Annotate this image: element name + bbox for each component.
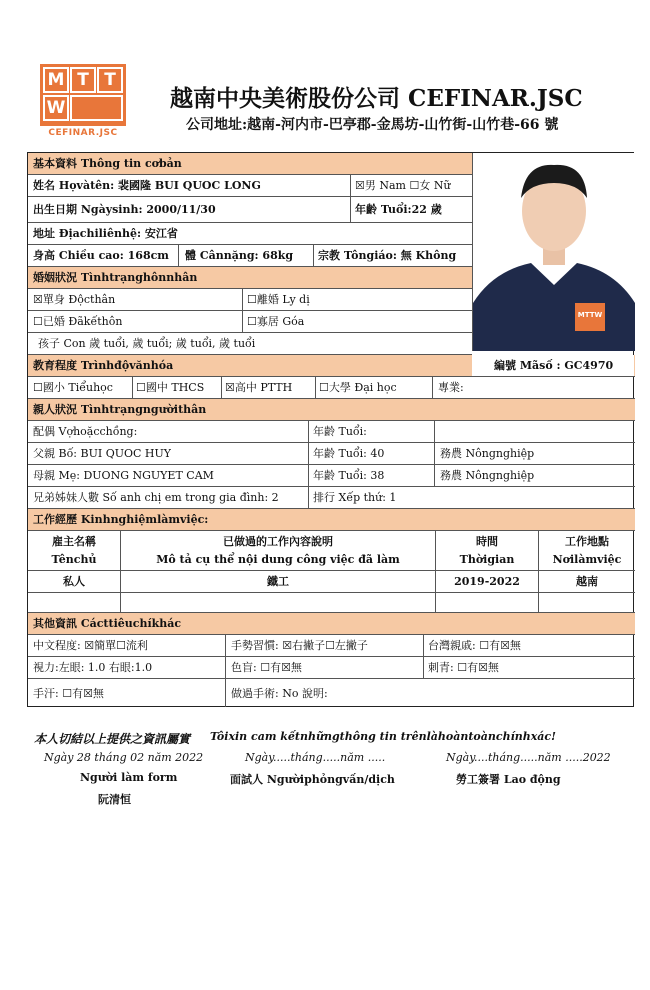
logo-name: CEFINAR.JSC [48,128,118,138]
mother-age: 年齡 Tuổi: 38 [313,469,385,482]
section-other [28,613,635,635]
religion-field: 宗教 Tôngiáo: 無 Không [318,249,457,262]
age-field: 年齡 Tuổi:22 歲 [355,203,442,216]
hand-habit: 手勢習慣: ☒右撇子☐左撇子 [231,639,368,652]
university-option: ☐大學 Đại học [319,381,397,394]
address-row [28,223,472,245]
applicant-photo [472,153,635,351]
work-desc: 鐵工 [267,575,289,588]
chinese-level: 中文程度: ☒簡單☐流利 [33,639,148,652]
middle-option: ☐國中 THCS [136,381,205,394]
vision-field: 視力:左眼: 1.0 右眼:1.0 [33,661,153,674]
work-time: 2019-2022 [454,575,520,588]
father-job: 務農 Nôngnghiệp [440,447,535,460]
logo-letter: T [70,67,96,93]
children-row [28,333,472,355]
other-row-3 [28,679,635,707]
pledge-vi: Tôixin cam kếtnhữngthông tin trênlàhoàntoànchínhxác! [210,730,556,743]
marital-row-1 [28,289,472,311]
section-education [28,355,635,377]
father-row [28,443,635,465]
date-interviewer: Ngày.....tháng.....năm ..... [245,751,386,764]
role-interviewer: 面試人 Ngườiphỏngvấn/dịch [230,773,395,786]
tattoo-field: 刺青: ☐有☒無 [428,661,499,674]
education-row [28,377,635,399]
work-place: 越南 [576,575,598,588]
colorblind-field: 色盲: ☐有☒無 [231,661,302,674]
widowed-option: ☐寡居 Góa [247,315,305,328]
section-title: 教育程度 Trìnhđộvănhóa [33,359,174,372]
siblings-row [28,487,635,509]
other-row-1 [28,635,635,657]
single-option: ☒單身 Độcthân [33,293,116,306]
section-basic [28,153,472,175]
weight-field: 體 Cânnặng: 68kg [185,249,294,262]
col-place-zh: 工作地點 [565,535,609,548]
col-desc-zh: 已做過的工作內容說明 [223,535,333,548]
logo-letter: T [97,67,123,93]
work-header-row [28,531,635,571]
spouse-age: 年齡 Tuổi: [313,425,367,438]
marital-row-2 [28,311,472,333]
company-name: 越南中央美術股份公司 CEFINAR.JSC [170,85,583,112]
date-worker: Ngày....tháng.....năm .....2022 [446,751,611,764]
high-option: ☒高中 PTTH [225,381,293,394]
section-title: 親人狀況 Tìnhtrạngngườithân [33,403,207,416]
siblings-field: 兄弟姊妹人數 Số anh chị em trong gia đình: 2 [33,491,279,504]
rank-field: 排行 Xếp thứ: 1 [313,491,397,504]
sweat-field: 手汗: ☐有☒無 [33,687,104,700]
spouse-row [28,421,635,443]
divorced-option: ☐離婚 Ly dị [247,293,310,306]
dob-field: 出生日期 Ngàysinh: 2000/11/30 [33,203,216,216]
section-marital [28,267,472,289]
pledge-zh: 本人切結以上提供之資訊屬實 [34,732,191,746]
address-field: 地址 Địachiliênhệ: 安江省 [33,227,178,240]
body-row [28,245,472,267]
other-row-2 [28,657,635,679]
company-address: 公司地址:越南-河内市-巴亭郡-金馬坊-山竹街-山竹巷-66 號 [186,117,559,133]
role-form: Người làm form [80,771,178,784]
taiwan-relatives: 台灣親戚: ☐有☒無 [428,639,521,652]
mother-job: 務農 Nôngnghiệp [440,469,535,482]
section-title: 工作經歷 Kinhnghiệmlàmviệc: [33,513,209,526]
section-work [28,509,635,531]
shirt-logo: MTTW [577,311,603,319]
surgery-field: 做過手術: No 說明: [231,687,328,700]
father-field: 父親 Bố: BUI QUOC HUY [33,447,172,460]
name-row [28,175,472,197]
dob-row [28,197,472,223]
section-family [28,399,635,421]
section-title: 婚姻狀況 Tìnhtrạnghônnhân [33,271,198,284]
children-field: 孩子 Con 歲 tuổi, 歲 tuổi; 歲 tuổi, 歲 tuổi [38,337,256,350]
col-employer-zh: 雇主名稱 [52,535,96,548]
spouse-field: 配偶 Vợhoặcchồng: [33,425,138,438]
table-row [28,571,635,593]
col-time-vi: Thờigian [459,553,515,566]
name-field: 姓名 Họvàtên: 裴國隆 BUI QUOC LONG [33,179,261,192]
mother-row [28,465,635,487]
section-title: 其他資訊 Cácttiêuchíkhác [33,617,182,630]
company-logo [40,64,126,126]
application-form [27,152,634,707]
work-employer: 私人 [63,575,85,588]
height-field: 身高 Chiều cao: 168cm [33,249,169,262]
form-signer: 阮清恒 [98,793,131,806]
logo-letter: W [43,95,69,121]
col-desc-vi: Mô tả cụ thể nội dung công việc đã làm [156,553,400,566]
col-employer-vi: Tênchủ [51,553,97,566]
major-field: 專業: [438,381,464,394]
col-place-vi: Nơilàmviệc [552,553,622,566]
primary-option: ☐國小 Tiểuhọc [33,381,113,394]
logo-letter: M [43,67,69,93]
father-age: 年齡 Tuổi: 40 [313,447,385,460]
section-title: 基本資料 Thông tin cơbản [33,157,182,170]
code-field: 編號 Mãsố : GC4970 [494,359,614,372]
col-time-zh: 時間 [476,535,498,548]
mother-field: 母親 Mẹ: DUONG NGUYET CAM [33,469,214,482]
role-worker: 勞工簽署 Lao động [456,773,561,786]
married-option: ☐已婚 Đãkếthôn [33,315,123,328]
gender-field: ☒男 Nam ☐女 Nữ [355,179,451,192]
table-row [28,593,635,613]
date-form: Ngày 28 tháng 02 năm 2022 [44,751,204,764]
